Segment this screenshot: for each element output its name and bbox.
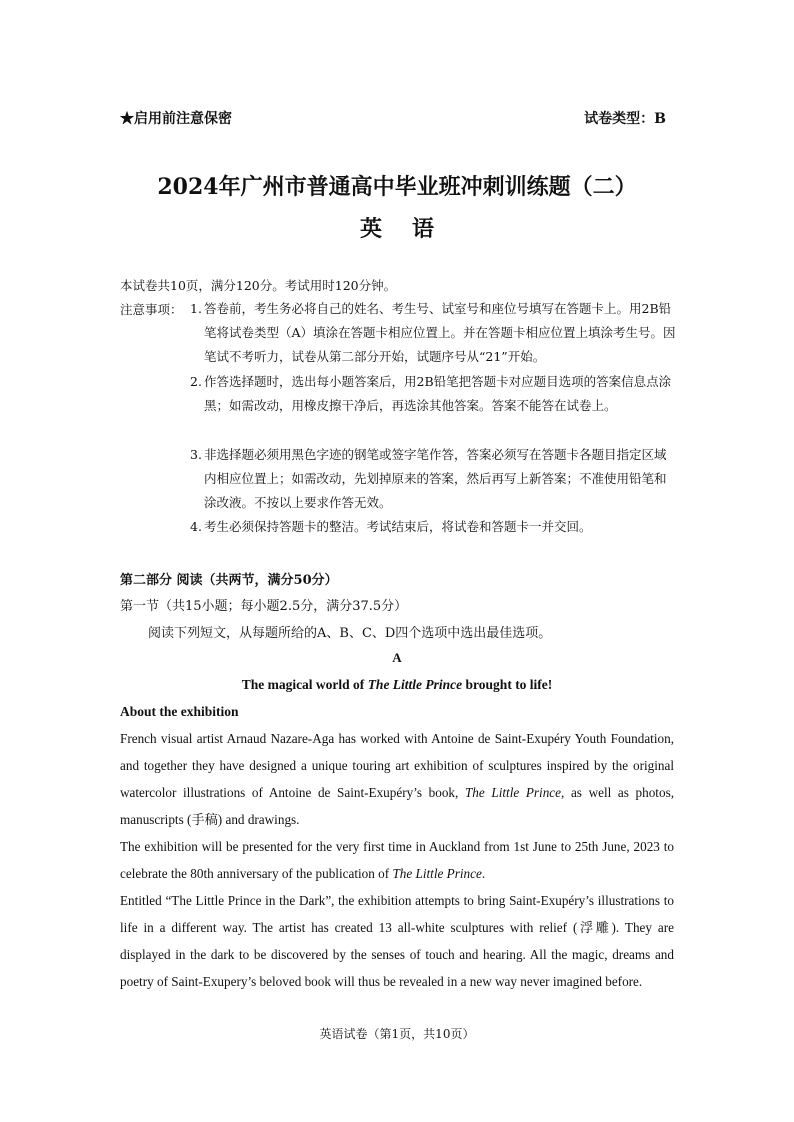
confidential-label: ★启用前注意保密 xyxy=(120,111,232,127)
section-heading: 第一节（共15小题；每小题2.5分，满分37.5分） xyxy=(120,599,408,614)
note-text: 考生必须保持答题卡的整洁。考试结束后，将试卷和答题卡一并交回。 xyxy=(204,519,592,534)
note-item xyxy=(190,515,676,539)
paragraph-3: Entitled “The Little Prince in the Dark”, the exhibition attempts to bring Saint-Exupéry’s illustrations to life in a different way. The artist has created 13 all-white sculptures with relief (浮雕). They are displayed in the dark to be discovered by the senses of touch and hearing. All the magic, dreams and poetry of Saint-Exupery’s beloved book will thus be revealed in a new way never imagined before. xyxy=(120,893,674,989)
book-title: The Little Prince xyxy=(464,785,562,800)
note-number: 4. xyxy=(190,519,202,534)
paragraph-1 xyxy=(120,725,674,833)
paragraph-text: , as well as photos, manuscripts (手稿) and drawings. xyxy=(120,785,674,827)
paragraph-text: French visual artist Arnaud Nazare-Aga has worked with Antoine de Saint-Exupéry Youth Foundation, and together they have designed a unique touring art exhibition of sculptures inspired by the original watercolor illustrations of Antoine de Saint-Exupéry’s book, xyxy=(120,731,674,800)
note-number: 3. xyxy=(190,447,202,462)
note-number: 2. xyxy=(190,374,202,389)
note-text: 作答选择题时，选出每小题答案后，用2B铅笔把答题卡对应题目选项的答案信息点涂黑；如需改动，用橡皮擦干净后，再选涂其他答案。答案不能答在试卷上。 xyxy=(204,374,672,413)
exam-info: 本试卷共10页，满分120分。考试用时120分钟。 xyxy=(120,278,397,293)
paper-type-label: 试卷类型：B xyxy=(584,111,666,127)
paragraph-2 xyxy=(120,833,674,887)
note-item xyxy=(190,297,676,369)
subject-title: 英语 xyxy=(359,216,464,242)
page-footer: 英语试卷（第1页，共10页） xyxy=(319,1027,475,1041)
passage-title xyxy=(0,677,794,693)
passage-letter: A xyxy=(392,650,402,665)
passage-title-text: The magical world of xyxy=(241,677,368,692)
reading-instruction: 阅读下列短文，从每题所给的A、B、C、D四个选项中选出最佳选项。 xyxy=(148,626,552,641)
note-text: 答卷前，考生务必将自己的姓名、考生号、试室号和座位号填写在答题卡上。用2B铅笔将试卷类型（A）填涂在答题卡相应位置上。并在答题卡相应位置上填涂考生号。因笔试不考听力，试卷从第二部分开始，试题序号从“21”开始。 xyxy=(204,301,676,364)
exam-title: 2024年广州市普通高中毕业班冲刺训练题（二） xyxy=(157,174,637,200)
book-title: The Little Prince xyxy=(392,866,482,881)
paragraph-text: The exhibition will be presented for the very first time in Auckland from 1st June to 25th June, 2023 to celebrate the 80th anniversary of the publication of xyxy=(120,839,674,881)
paragraph-text: . xyxy=(481,866,486,881)
note-text: 非选择题必须用黑色字迹的钢笔或签字笔作答，答案必须写在答题卡各题目指定区域内相应位置上；如需改动，先划掉原来的答案，然后再写上新答案；不准使用铅笔和涂改液。不按以上要求作答无效。 xyxy=(204,447,667,510)
passage-title-text: brought to life! xyxy=(462,677,553,692)
passage-title-book: The Little Prince xyxy=(367,677,463,692)
passage-subheading: About the exhibition xyxy=(120,704,239,719)
note-number: 1. xyxy=(190,301,202,316)
note-item xyxy=(190,370,676,418)
part-heading: 第二部分 阅读（共两节，满分50分） xyxy=(120,573,338,588)
note-item xyxy=(190,443,676,515)
notes-label: 注意事项： xyxy=(120,302,183,317)
